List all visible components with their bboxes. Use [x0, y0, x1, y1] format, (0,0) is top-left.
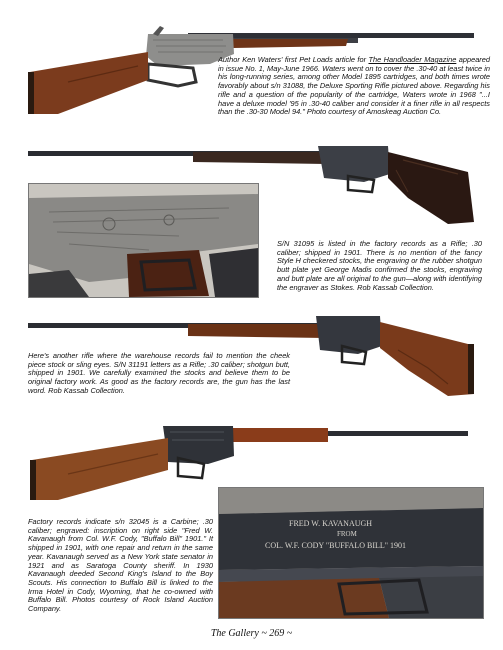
caption-text: appeared in issue No. 1, May-June 1966. Waters went on to cover the .30-40 at least twice in his long-running series, among other Model 1895 cartridges, and both times wrote favorably about s/n 31088, the Deluxe Sporting Rifle pictured above. Regarding his rifle and a question of the popularity of the cartridge, Waters wrote in 1968 "...I have a deluxe model '95 in .30-40 caliber and consider it a finer rifle in all respects than the .30-30 Model 94." Photo courtesy of Amoskeag Auction Co. [218, 55, 490, 117]
caption-sn-31191 [28, 352, 290, 396]
magazine-title: The Handloader Magazine [368, 55, 457, 64]
caption-sn-32045 [28, 518, 213, 622]
receiver-closeup-photo-sn-31095 [28, 183, 259, 298]
page-footer: The Gallery ~ 269 ~ [210, 628, 293, 639]
caption-sn-31095 [277, 240, 482, 302]
engraving-line-3: COL. W.F. CODY "BUFFALO BILL" 1901 [265, 541, 407, 550]
engraving-line-2: FROM [337, 530, 357, 538]
caption-text: Here's another rifle where the warehouse records fail to mention the cheek piece stock or sling eyes. S/N 31191 letters as a Rifle; .30 caliber; shotgun butt, shipped in 1901. We carefully examined the stocks and believe them to be original factory work. As good as the factory records are, the gun has the last word. Rob Kassab Collection. [28, 351, 290, 395]
engraving-line-1: FRED W. KAVANAUGH [289, 519, 373, 528]
caption-deluxe-sporting-rifle [218, 56, 490, 136]
caption-text: Author Ken Waters' first Pet Loads article for [218, 55, 369, 64]
caption-text: Factory records indicate s/n 32045 is a Carbine; .30 caliber; engraved: inscription on right side "Fred W. Kavanaugh from Col. W.F. Cody, "Buffalo Bill" 1901." It shipped in 1901, with one repair and return in the same year. Kavanaugh served as a New York state senator in 1921 and as Saratoga County sheriff. In 1930 Kavanaugh deeded Second King's Island to the Boy Scouts. His connection to Buffalo Bill is linked to the Irma Hotel in Cody, Wyoming, that he co-owned with Buffalo Bill. Photos courtesy of Rock Island Auction Company. [28, 517, 213, 614]
caption-text: S/N 31095 is listed in the factory records as a Rifle; .30 caliber; shipped in 1901. There is no mention of the fancy Style H checkered stocks, the engraving or the rubber shotgun butt plate yet George Madis confirmed the stocks, engraving and butt plate are all original to the gun—along with identifying the engraver as Stokes. Rob Kassab Collection. [277, 239, 482, 292]
inscription-closeup-photo-sn-32045 [218, 487, 484, 619]
